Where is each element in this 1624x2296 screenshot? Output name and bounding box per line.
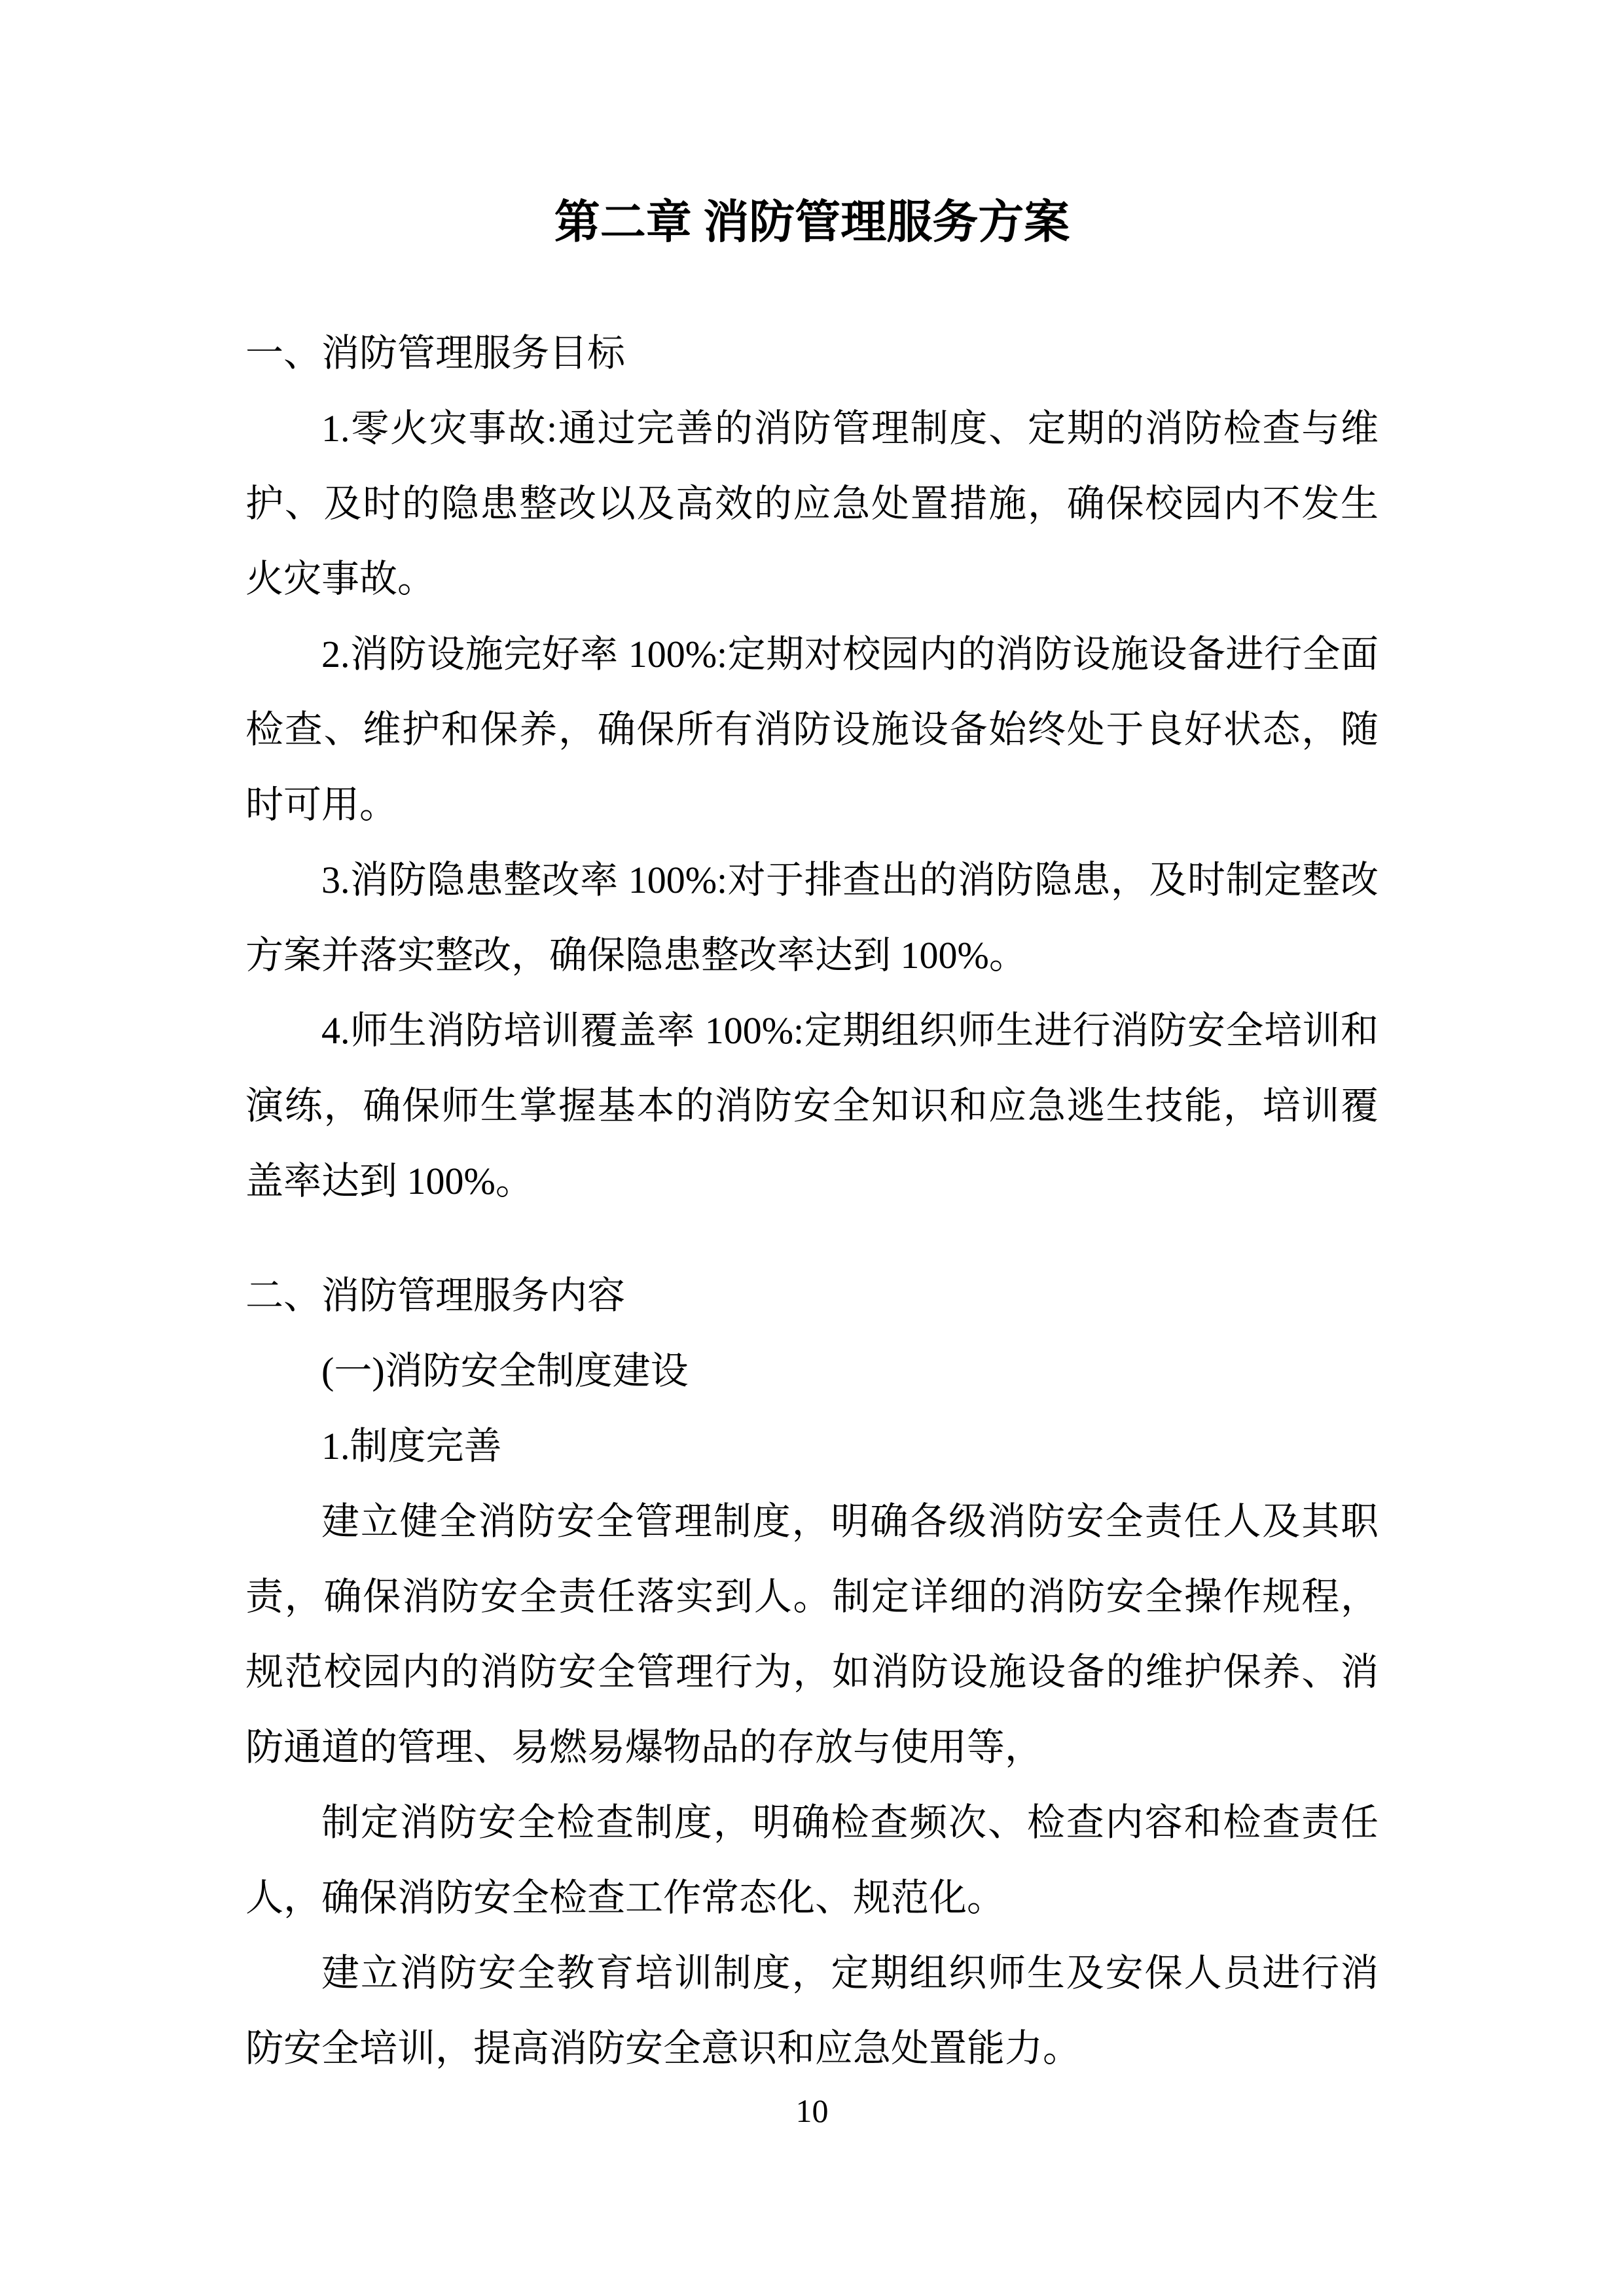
section-1-paragraph-2: 2.消防设施完好率 100%:定期对校园内的消防设施设备进行全面检查、维护和保养，确保所有消防设施设备始终处于良好状态，随时可用。 — [245, 633, 1379, 826]
section-1-paragraph-3: 3.消防隐患整改率 100%:对于排查出的消防隐患，及时制定整改方案并落实整改，确保隐患整改率达到 100%。 — [245, 859, 1379, 977]
section-1-paragraph-4: 4.师生消防培训覆盖率 100%:定期组织师生进行消防安全培训和演练，确保师生掌握基本的消防安全知识和应急逃生技能，培训覆盖率达到 100%。 — [245, 1009, 1379, 1202]
section-2-paragraph-2: 制定消防安全检查制度，明确检查频次、检查内容和检查责任人，确保消防安全检查工作常态化、规范化。 — [245, 1801, 1379, 1919]
section-2-paragraph-3: 建立消防安全教育培训制度，定期组织师生及安保人员进行消防安全培训，提高消防安全意识和应急处置能力。 — [245, 1952, 1379, 2070]
page-number: 10 — [795, 2092, 829, 2129]
section-1-paragraph-1: 1.零火灾事故:通过完善的消防管理制度、定期的消防检查与维护、及时的隐患整改以及高效的应急处置措施，确保校园内不发生火灾事故。 — [245, 407, 1379, 600]
section-2-subsubheading: 1.制度完善 — [321, 1425, 502, 1467]
section-2-subheading: (一)消防安全制度建设 — [321, 1350, 689, 1392]
section-2-paragraph-1: 建立健全消防安全管理制度，明确各级消防安全责任人及其职责，确保消防安全责任落实到人。制定详细的消防安全操作规程，规范校园内的消防安全管理行为，如消防设施设备的维护保养、消防通道的管理、易燃易爆物品的存放与使用等， — [245, 1500, 1379, 1768]
section-2-heading: 二、消防管理服务内容 — [245, 1274, 626, 1317]
section-1-heading: 一、消防管理服务目标 — [245, 332, 626, 374]
chapter-title: 第二章 消防管理服务方案 — [554, 198, 1070, 248]
